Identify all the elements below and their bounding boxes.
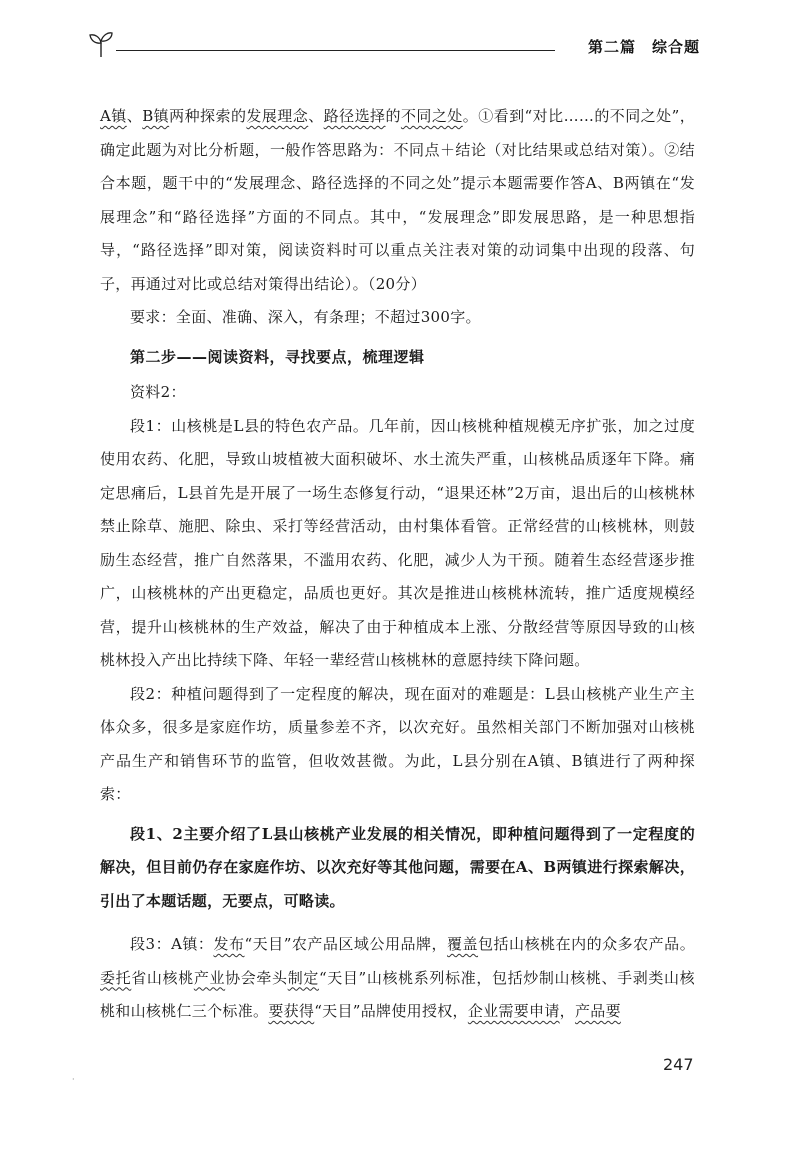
requirement-text: 要求：全面、准确、深入，有条理；不超过300字。 [130, 308, 481, 326]
step-heading: 第二步——阅读资料，寻找要点，梳理逻辑 [130, 347, 425, 366]
material-paragraph-1: 段1：山核桃是L县的特色农产品。几年前，因山核桃种植规模无序扩张，加之过度使用农药、化肥，导致山坡植被大面积破坏、水土流失严重，山核桃品质逐年下降。痛定思痛后，L县首先是开展了一场生态修复行动，“退果还林”2万亩，退出后的山核桃林禁止除草、施肥、除虫、采打等经营活动，由村集体看管。正常经营的山核桃林，则鼓励生态经营，推广自然落果，不滥用农药、化肥，减少人为干预。随着生态经营逐步推广，山核桃林的产出更稳定，品质也更好。其次是推进山核桃林流转，推广适度规模经营，提升山核桃林的生产效益，解决了由于种植成本上涨、分散经营等原因导致的山核桃林投入产出比持续下降、年轻一辈经营山核桃林的意愿持续下降问题。 [100, 416, 695, 669]
keyword: B镇 [142, 107, 170, 125]
keyword: 企业需要申请 [467, 1002, 560, 1020]
action-verb: 制定 [287, 968, 319, 987]
keyword: 产品要 [574, 1002, 621, 1020]
section-title: 第二篇 综合题 [587, 38, 700, 56]
scan-mark: · [72, 1075, 75, 1084]
keyword: 路径选择 [323, 107, 386, 125]
action-verb: 要获得 [268, 1002, 315, 1020]
keyword: 产业 [193, 968, 226, 987]
material-label: 资料2： [130, 383, 186, 401]
keyword: A镇 [100, 107, 127, 125]
material-paragraph-3: 段3：A镇：发布“天目”农产品区域公用品牌，覆盖包括山核桃在内的众多农产品。委托省山核桃产业协会牵头制定“天目”山核桃系列标准，包括炒制山核桃、手剥类山核桃和山核桃仁三个标准。要获得“天目”品牌使用授权，企业需要申请，产品要 [100, 935, 695, 1020]
analysis-summary: 段1、2主要介绍了L县山核桃产业发展的相关情况，即种植问题得到了一定程度的解决，但目前仍存在家庭作坊、以次充好等其他问题，需要在A、B两镇进行探索解决，引出了本题话题，无要点，可略读。 [100, 824, 695, 910]
material-paragraph-2: 段2：种植问题得到了一定程度的解决，现在面对的难题是：L县山核桃产业生产主体众多，很多是家庭作坊，质量参差不齐，以次充好。虽然相关部门不断加强对山核桃产品生产和销售环节的监管，但收效甚微。为此，L县分别在A镇、B镇进行了两种探索： [100, 684, 695, 803]
page-number: 247 [663, 1055, 694, 1074]
question-paragraph: A镇、B镇两种探索的发展理念、路径选择的不同之处。①看到“对比……的不同之处”，确定此题为对比分析题，一般作答思路为：不同点＋结论（对比结果或总结对策）。②结合本题，题干中的“发展理念、路径选择的不同之处”提示本题需要作答A、B两镇在“发展理念”和“路径选择”方面的不同点。其中，“发展理念”即发展思路，是一种思想指导，“路径选择”即对策，阅读资料时可以重点关注表对策的动词集中出现的段落、句子，再通过对比或总结对策得出结论）。（20分） [100, 107, 696, 293]
header-rule [116, 50, 555, 51]
page-header [88, 28, 700, 64]
action-verb: 覆盖 [447, 935, 479, 953]
sprout-icon [88, 30, 114, 58]
page-content [100, 100, 695, 1029]
action-verb: 发布 [213, 935, 245, 953]
keyword: 发展理念 [246, 107, 309, 125]
keyword: 不同之处 [400, 107, 463, 125]
action-verb: 委托 [100, 968, 132, 987]
